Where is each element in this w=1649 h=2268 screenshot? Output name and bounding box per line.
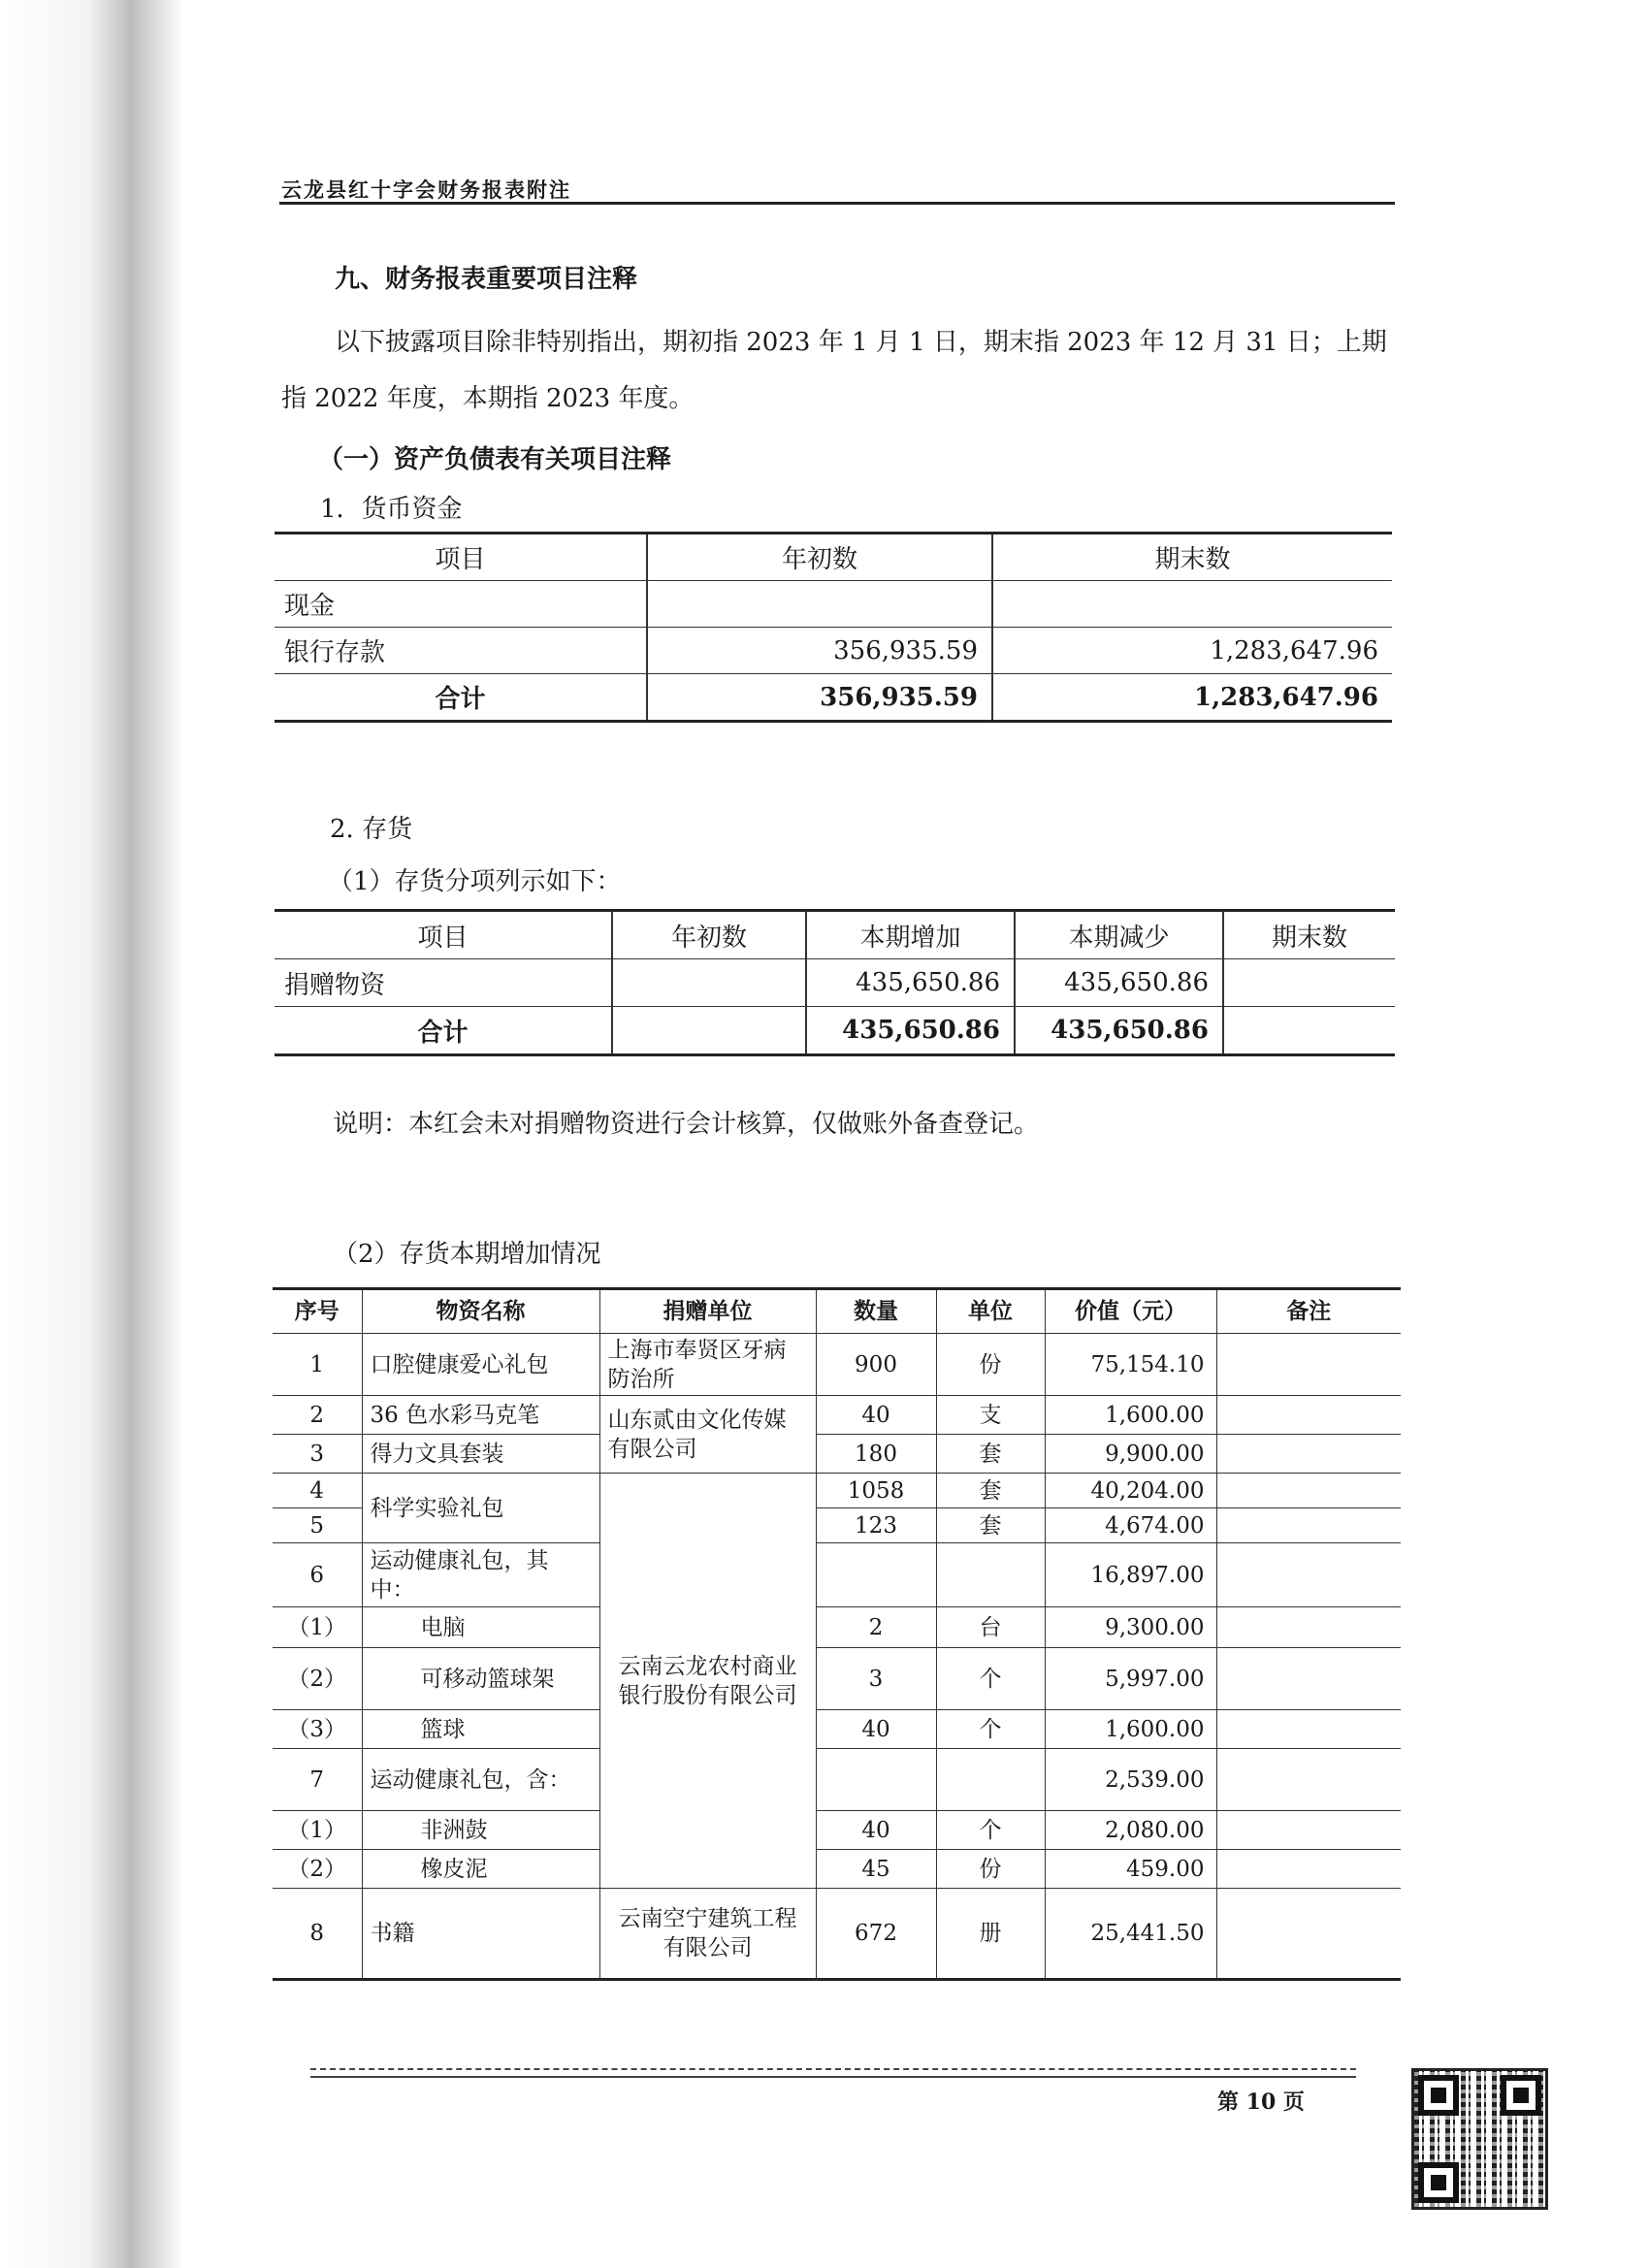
item-name: 电脑 <box>362 1607 599 1648</box>
unit <box>936 1543 1045 1607</box>
qr-finder-pattern <box>1418 2075 1459 2116</box>
quantity: 40 <box>816 1710 936 1749</box>
value-cell <box>1223 959 1395 1007</box>
quantity: 3 <box>816 1648 936 1710</box>
quantity: 900 <box>816 1334 936 1396</box>
unit: 个 <box>936 1648 1045 1710</box>
column-header: 项目 <box>275 911 612 959</box>
column-header: 期末数 <box>1223 911 1395 959</box>
footer-rule <box>310 2076 1356 2078</box>
column-header: 年初数 <box>647 534 992 581</box>
row-number: 6 <box>273 1543 362 1607</box>
row-number: 1 <box>273 1334 362 1396</box>
value-cell <box>992 581 1392 628</box>
total-value <box>1223 1007 1395 1055</box>
table-row <box>273 1850 1401 1889</box>
table-header-row <box>275 911 1395 959</box>
remark <box>1216 1474 1401 1508</box>
table-row <box>273 1543 1401 1607</box>
additions-table <box>273 1287 1401 1981</box>
row-number: （2） <box>273 1648 362 1710</box>
scan-edge-shadow <box>0 0 184 2268</box>
quantity: 180 <box>816 1435 936 1474</box>
value-cell: 435,650.86 <box>1015 959 1223 1007</box>
value: 75,154.10 <box>1045 1334 1216 1396</box>
footer-dashed-rule <box>310 2068 1356 2070</box>
table-header-row <box>273 1289 1401 1334</box>
column-header: 价值（元） <box>1045 1289 1216 1334</box>
unit: 套 <box>936 1508 1045 1543</box>
remark <box>1216 1508 1401 1543</box>
item-name: 篮球 <box>362 1710 599 1749</box>
inventory-table <box>275 909 1395 1056</box>
value: 1,600.00 <box>1045 1396 1216 1435</box>
remark <box>1216 1710 1401 1749</box>
unit <box>936 1749 1045 1811</box>
remark <box>1216 1396 1401 1435</box>
item-name: 36 色水彩马克笔 <box>362 1396 599 1435</box>
column-header: 本期减少 <box>1015 911 1223 959</box>
unit: 个 <box>936 1811 1045 1850</box>
quantity: 672 <box>816 1889 936 1980</box>
value: 5,997.00 <box>1045 1648 1216 1710</box>
total-value: 435,650.86 <box>806 1007 1015 1055</box>
table-row <box>275 628 1392 674</box>
row-number: 3 <box>273 1435 362 1474</box>
row-number: 7 <box>273 1749 362 1811</box>
value: 40,204.00 <box>1045 1474 1216 1508</box>
value: 2,539.00 <box>1045 1749 1216 1811</box>
remark <box>1216 1889 1401 1980</box>
total-row <box>275 674 1392 722</box>
remark <box>1216 1811 1401 1850</box>
unit: 台 <box>936 1607 1045 1648</box>
remark <box>1216 1648 1401 1710</box>
item-cell: 现金 <box>275 581 647 628</box>
table-row <box>273 1749 1401 1811</box>
remark <box>1216 1607 1401 1648</box>
value-cell: 1,283,647.96 <box>992 628 1392 674</box>
row-number: （3） <box>273 1710 362 1749</box>
intro-line-1: 以下披露项目除非特别指出，期初指 2023 年 1 月 1 日，期末指 2023 年 12 月 31 日；上期 <box>335 328 1387 357</box>
remark <box>1216 1749 1401 1811</box>
total-value <box>612 1007 806 1055</box>
document-header-title: 云龙县红十字会财务报表附注 <box>281 178 571 202</box>
subsection-title: （一）资产负债表有关项目注释 <box>318 445 672 474</box>
total-row <box>275 1007 1395 1055</box>
inventory-sub2-title: （2）存货本期增加情况 <box>333 1240 601 1269</box>
item-cell: 捐赠物资 <box>275 959 612 1007</box>
value: 4,674.00 <box>1045 1508 1216 1543</box>
item-cell: 银行存款 <box>275 628 647 674</box>
remark <box>1216 1543 1401 1607</box>
unit: 份 <box>936 1334 1045 1396</box>
table-row <box>273 1334 1401 1396</box>
quantity: 45 <box>816 1850 936 1889</box>
row-number: （1） <box>273 1811 362 1850</box>
table-row <box>273 1811 1401 1850</box>
intro-line-2: 指 2022 年度，本期指 2023 年度。 <box>281 384 695 413</box>
item-name: 得力文具套装 <box>362 1435 599 1474</box>
row-number: （2） <box>273 1850 362 1889</box>
unit: 套 <box>936 1435 1045 1474</box>
column-header: 年初数 <box>612 911 806 959</box>
value: 1,600.00 <box>1045 1710 1216 1749</box>
table-row <box>273 1710 1401 1749</box>
item-name: 书籍 <box>362 1889 599 1980</box>
unit: 支 <box>936 1396 1045 1435</box>
column-header: 物资名称 <box>362 1289 599 1334</box>
table-row <box>275 581 1392 628</box>
value-cell: 435,650.86 <box>806 959 1015 1007</box>
row-number: 5 <box>273 1508 362 1543</box>
quantity: 40 <box>816 1396 936 1435</box>
item-name: 口腔健康爱心礼包 <box>362 1334 599 1396</box>
header-rule <box>279 202 1395 205</box>
table-row <box>273 1474 1401 1508</box>
qr-finder-pattern <box>1418 2162 1459 2203</box>
column-header: 捐赠单位 <box>599 1289 816 1334</box>
column-header: 项目 <box>275 534 647 581</box>
column-header: 序号 <box>273 1289 362 1334</box>
total-label: 合计 <box>275 1007 612 1055</box>
table-row <box>273 1889 1401 1980</box>
table-row <box>273 1607 1401 1648</box>
value: 9,300.00 <box>1045 1607 1216 1648</box>
item-name: 可移动篮球架 <box>362 1648 599 1710</box>
value: 16,897.00 <box>1045 1543 1216 1607</box>
donor-name: 上海市奉贤区牙病防治所 <box>599 1334 816 1396</box>
value-cell: 356,935.59 <box>647 628 992 674</box>
remark <box>1216 1334 1401 1396</box>
quantity: 40 <box>816 1811 936 1850</box>
cash-table <box>275 532 1392 723</box>
quantity: 1058 <box>816 1474 936 1508</box>
quantity: 123 <box>816 1508 936 1543</box>
table-row <box>273 1648 1401 1710</box>
quantity <box>816 1749 936 1811</box>
inventory-sub1-title: （1）存货分项列示如下： <box>328 867 622 896</box>
row-number: 2 <box>273 1396 362 1435</box>
remark <box>1216 1435 1401 1474</box>
total-value: 1,283,647.96 <box>992 674 1392 722</box>
value: 9,900.00 <box>1045 1435 1216 1474</box>
section-title: 九、财务报表重要项目注释 <box>335 265 638 294</box>
column-header: 本期增加 <box>806 911 1015 959</box>
donor-name: 云南空宁建筑工程有限公司 <box>599 1889 816 1980</box>
unit: 份 <box>936 1850 1045 1889</box>
row-number: 8 <box>273 1889 362 1980</box>
total-label: 合计 <box>275 674 647 722</box>
column-header: 备注 <box>1216 1289 1401 1334</box>
column-header: 数量 <box>816 1289 936 1334</box>
table-row <box>275 959 1395 1007</box>
quantity: 2 <box>816 1607 936 1648</box>
qr-code-icon <box>1411 2068 1548 2210</box>
table-row <box>273 1396 1401 1435</box>
item-name: 非洲鼓 <box>362 1811 599 1850</box>
donor-name: 山东贰由文化传媒有限公司 <box>599 1396 816 1474</box>
value-cell <box>647 581 992 628</box>
remark <box>1216 1850 1401 1889</box>
column-header: 单位 <box>936 1289 1045 1334</box>
value-cell <box>612 959 806 1007</box>
donor-name: 云南云龙农村商业银行股份有限公司 <box>599 1474 816 1889</box>
item-name: 运动健康礼包，含： <box>362 1749 599 1811</box>
value: 2,080.00 <box>1045 1811 1216 1850</box>
row-number: （1） <box>273 1607 362 1648</box>
cash-section-title: 1．货币资金 <box>320 495 463 524</box>
row-number: 4 <box>273 1474 362 1508</box>
unit: 个 <box>936 1710 1045 1749</box>
total-value: 435,650.86 <box>1015 1007 1223 1055</box>
page-number: 第 10 页 <box>1217 2090 1305 2115</box>
item-name: 橡皮泥 <box>362 1850 599 1889</box>
unit: 套 <box>936 1474 1045 1508</box>
column-header: 期末数 <box>992 534 1392 581</box>
item-name: 科学实验礼包 <box>362 1474 599 1543</box>
inventory-section-title: 2. 存货 <box>330 815 413 844</box>
value: 459.00 <box>1045 1850 1216 1889</box>
table-row <box>273 1435 1401 1474</box>
unit: 册 <box>936 1889 1045 1980</box>
quantity <box>816 1543 936 1607</box>
table-header-row <box>275 534 1392 581</box>
item-name: 运动健康礼包，其中： <box>362 1543 599 1607</box>
qr-finder-pattern <box>1501 2075 1541 2116</box>
inventory-note: 说明：本红会未对捐赠物资进行会计核算，仅做账外备查登记。 <box>333 1110 1040 1139</box>
value: 25,441.50 <box>1045 1889 1216 1980</box>
total-value: 356,935.59 <box>647 674 992 722</box>
